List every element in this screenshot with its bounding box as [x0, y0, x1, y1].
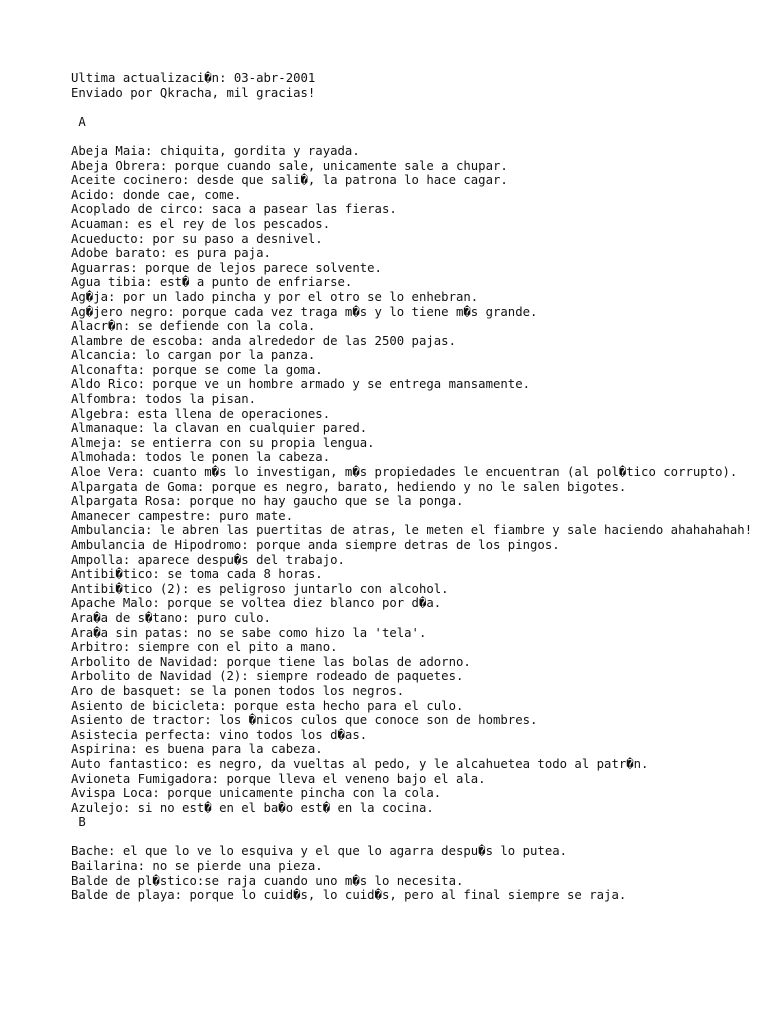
list-item: Alpargata Rosa: porque no hay gaucho que se la ponga.: [71, 494, 464, 509]
list-item: Aspirina: es buena para la cabeza.: [71, 742, 323, 757]
list-item: Amanecer campestre: puro mate.: [71, 508, 294, 523]
list-item: Adobe barato: es pura paja.: [71, 246, 271, 261]
list-item: Abeja Obrera: porque cuando sale, unicamente sale a chupar.: [71, 158, 508, 173]
list-item: Aldo Rico: porque ve un hombre armado y se entrega mansamente.: [71, 377, 531, 392]
list-item: Aloe Vera: cuanto m�s lo investigan, m�s propiedades le encuentran (al pol�tico corrupto).: [71, 465, 738, 480]
list-item: Balde de playa: porque lo cuid�s, lo cuid�s, pero al final siempre se raja.: [71, 888, 627, 903]
list-item: Asiento de tractor: los �nicos culos que conoce son de hombres.: [71, 713, 538, 728]
list-item: Alcancia: lo cargan por la panza.: [71, 348, 316, 363]
list-item: Antibi�tico: se toma cada 8 horas.: [71, 567, 323, 582]
list-item: Antibi�tico (2): es peligroso juntarlo con alcohol.: [71, 581, 449, 596]
list-item: Agua tibia: est� a punto de enfriarse.: [71, 275, 353, 290]
blank-line: [71, 100, 761, 115]
sender-credit-line: Enviado por Qkracha, mil gracias!: [71, 85, 316, 100]
list-item: Bache: el que lo ve lo esquiva y el que lo agarra despu�s lo putea.: [71, 844, 568, 859]
list-item: Azulejo: si no est� en el ba�o est� en la cocina.: [71, 800, 434, 815]
list-item: Ag�ja: por un lado pincha y por el otro se lo enhebran.: [71, 289, 479, 304]
list-item: Arbolito de Navidad (2): siempre rodeado de paquetes.: [71, 669, 464, 684]
last-updated-line: Ultima actualizaci�n: 03-abr-2001: [71, 71, 316, 85]
list-item: Apache Malo: porque se voltea diez blanco por d�a.: [71, 596, 442, 611]
list-item: Alambre de escoba: anda alrededor de las 2500 pajas.: [71, 333, 456, 348]
list-item: Aceite cocinero: desde que sali�, la patrona lo hace cagar.: [71, 173, 508, 188]
list-item: Aro de basquet: se la ponen todos los negros.: [71, 683, 405, 698]
list-item: Almanaque: la clavan en cualquier pared.: [71, 421, 368, 436]
list-item: Alconafta: porque se come la goma.: [71, 362, 323, 377]
blank-line: [71, 129, 761, 144]
list-item: Alfombra: todos la pisan.: [71, 392, 257, 407]
section-letter-b: B: [71, 815, 86, 830]
list-item: Avioneta Fumigadora: porque lleva el veneno bajo el ala.: [71, 771, 486, 786]
list-item: Algebra: esta llena de operaciones.: [71, 406, 331, 421]
list-item: Alpargata de Goma: porque es negro, barato, hediendo y no le salen bigotes.: [71, 479, 627, 494]
list-item: Arbolito de Navidad: porque tiene las bolas de adorno.: [71, 654, 471, 669]
list-item: Acoplado de circo: saca a pasear las fieras.: [71, 202, 397, 217]
blank-line: [71, 830, 761, 845]
list-item: Alacr�n: se defiende con la cola.: [71, 319, 316, 334]
list-item: Ambulancia: le abren las puertitas de atras, le meten el fiambre y sale haciendo ahahahahah!: [71, 523, 753, 538]
list-item: Almohada: todos le ponen la cabeza.: [71, 450, 331, 465]
section-letter-a: A: [71, 114, 86, 129]
list-item: Ambulancia de Hipodromo: porque anda siempre detras de los pingos.: [71, 538, 560, 552]
list-item: Ara�a de s�tano: puro culo.: [71, 610, 271, 625]
list-item: Balde de pl�stico:se raja cuando uno m�s lo necesita.: [71, 873, 464, 888]
list-item: Auto fantastico: es negro, da vueltas al pedo, y le alcahuetea todo al patr�n.: [71, 756, 649, 771]
list-item: Acuaman: es el rey de los pescados.: [71, 216, 331, 231]
list-item: Asistecia perfecta: vino todos los d�as.: [71, 727, 368, 742]
list-item: Avispa Loca: porque unicamente pincha con la cola.: [71, 786, 442, 801]
list-item: Acido: donde cae, come.: [71, 187, 242, 202]
list-item: Aguarras: porque de lejos parece solvente.: [71, 260, 382, 275]
list-item: Asiento de bicicleta: porque esta hecho para el culo.: [71, 698, 464, 713]
section-a-entries: [71, 144, 761, 815]
list-item: Almeja: se entierra con su propia lengua.: [71, 435, 375, 450]
list-item: Ara�a sin patas: no se sabe como hizo la 'tela'.: [71, 625, 427, 640]
text-document: [71, 71, 761, 903]
list-item: Acueducto: por su paso a desnivel.: [71, 231, 323, 246]
list-item: Ag�jero negro: porque cada vez traga m�s y lo tiene m�s grande.: [71, 304, 538, 319]
list-item: Bailarina: no se pierde una pieza.: [71, 859, 323, 874]
list-item: Abeja Maia: chiquita, gordita y rayada.: [71, 143, 360, 158]
list-item: Arbitro: siempre con el pito a mano.: [71, 640, 338, 655]
section-b-entries: [71, 844, 761, 902]
list-item: Ampolla: aparece despu�s del trabajo.: [71, 552, 345, 567]
